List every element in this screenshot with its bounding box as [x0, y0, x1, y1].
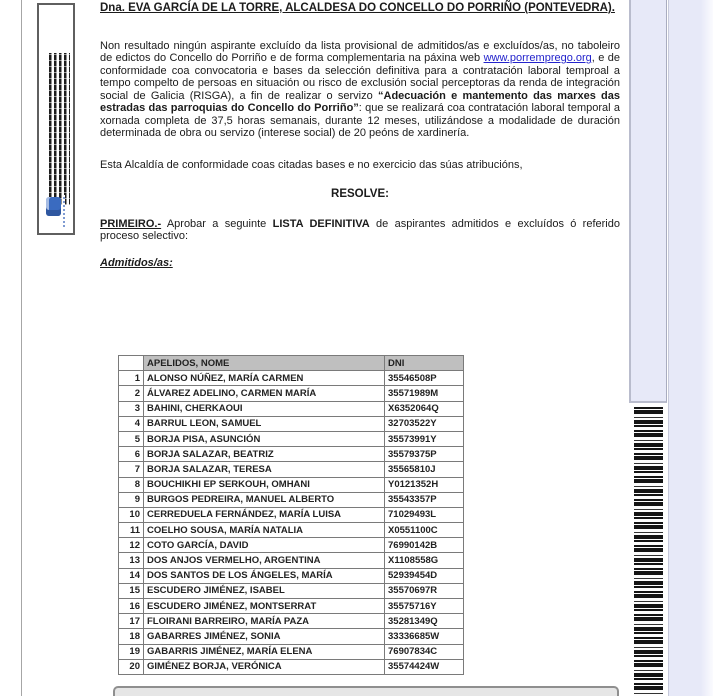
name-cell: DOS ANJOS VERMELHO, ARGENTINA	[144, 553, 385, 568]
table-row	[119, 583, 464, 598]
table-row	[119, 507, 464, 522]
name-cell: COELHO SOUSA, MARÍA NATALIA	[144, 523, 385, 538]
table-row	[119, 416, 464, 431]
name-cell: ESCUDERO JIMÉNEZ, ISABEL	[144, 583, 385, 598]
dni-cell: 35281349Q	[385, 614, 464, 629]
name-cell: BORJA PISA, ASUNCIÓN	[144, 431, 385, 446]
name-cell: COTO GARCÍA, DAVID	[144, 538, 385, 553]
text-run: : que se realizará coa contratación laboral temporal a xornada completa de 37,5 horas semanais, durante 12 meses, utilizándose a modalidade de duración determinada de obra ou servizo (interese social) de 20 peóns de xardinería.	[100, 102, 620, 139]
text-run: Aprobar a seguinte	[161, 217, 273, 230]
dni-cell: 52939454D	[385, 568, 464, 583]
dni-cell: 35565810J	[385, 462, 464, 477]
table-row	[119, 659, 464, 674]
row-number-cell: 14	[119, 568, 144, 583]
dni-cell: 35546508P	[385, 371, 464, 386]
row-number-cell: 15	[119, 583, 144, 598]
name-cell: BURGOS PEDREIRA, MANUEL ALBERTO	[144, 492, 385, 507]
table-header-row	[119, 356, 464, 371]
table-row	[119, 614, 464, 629]
paragraph-alcaldia: Esta Alcaldía de conformidade coas citadas bases e no exercicio das súas atribucións,	[100, 158, 523, 171]
dni-cell: X6352064Q	[385, 401, 464, 416]
dni-cell: 35579375P	[385, 447, 464, 462]
name-cell: BORJA SALAZAR, BEATRIZ	[144, 447, 385, 462]
row-number-cell: 18	[119, 629, 144, 644]
table-row	[119, 629, 464, 644]
row-number-cell: 13	[119, 553, 144, 568]
table-row	[119, 538, 464, 553]
table-row	[119, 492, 464, 507]
dni-cell: 71029493L	[385, 507, 464, 522]
paragraph-intro	[100, 40, 620, 140]
row-number-cell: 9	[119, 492, 144, 507]
name-cell: BAHINI, CHERKAOUI	[144, 401, 385, 416]
table-row	[119, 386, 464, 401]
resolve-heading: RESOLVE:	[331, 188, 389, 200]
next-table-partial-edge	[113, 686, 619, 696]
dni-cell: 35575716Y	[385, 599, 464, 614]
row-number-cell: 11	[119, 523, 144, 538]
verification-barcode	[634, 407, 663, 696]
name-cell: CERREDUELA FERNÁNDEZ, MARÍA LUISA	[144, 507, 385, 522]
row-number-cell: 3	[119, 401, 144, 416]
name-cell: GABARRES JIMÉNEZ, SONIA	[144, 629, 385, 644]
text-run: LISTA DEFINITIVA	[272, 217, 370, 230]
dni-cell: 33336685W	[385, 629, 464, 644]
table-row	[119, 431, 464, 446]
name-cell: DOS SANTOS DE LOS ÁNGELES, MARÍA	[144, 568, 385, 583]
row-number-cell: 20	[119, 659, 144, 674]
page-edge-strip	[629, 0, 667, 403]
name-cell: GIMÉNEZ BORJA, VERÓNICA	[144, 659, 385, 674]
dni-cell: 32703522Y	[385, 416, 464, 431]
row-number-cell: 5	[119, 431, 144, 446]
dni-cell: 35574424W	[385, 659, 464, 674]
row-number-cell: 2	[119, 386, 144, 401]
table-row	[119, 523, 464, 538]
dni-cell: 35573991Y	[385, 431, 464, 446]
dni-cell: 35571989M	[385, 386, 464, 401]
table-header-cell: APELIDOS, NOME	[144, 356, 385, 371]
row-number-cell: 1	[119, 371, 144, 386]
name-cell: ALONSO NÚÑEZ, MARÍA CARMEN	[144, 371, 385, 386]
right-scrollbar-track[interactable]	[668, 0, 713, 696]
row-number-cell: 6	[119, 447, 144, 462]
text-run: Non resultado ningún aspirante excluído da lista provisional de admitidos/as e excluídos/as, no taboleiro de edictos do Concello do Porriño e de forma complementaria na páxina web	[100, 39, 620, 64]
document-title: Dna. EVA GARCÍA DE LA TORRE, ALCALDESA DO CONCELLO DO PORRIÑO (PONTEVEDRA).	[100, 2, 615, 14]
row-number-cell: 16	[119, 599, 144, 614]
name-cell: BOUCHIKHI EP SERKOUH, OMHANI	[144, 477, 385, 492]
table-row	[119, 568, 464, 583]
stamp-logo-microtext	[63, 195, 65, 227]
page-fold-line	[21, 0, 22, 696]
row-number-cell: 8	[119, 477, 144, 492]
table-row	[119, 644, 464, 659]
row-number-cell: 7	[119, 462, 144, 477]
table-row	[119, 447, 464, 462]
dni-cell: 76990142B	[385, 538, 464, 553]
row-number-cell: 10	[119, 507, 144, 522]
dni-cell: X1108558G	[385, 553, 464, 568]
dni-cell: 35543357P	[385, 492, 464, 507]
text-run: “Adecuación e mantemento das marxes das estradas das parroquias do Concello do Porriño”	[100, 89, 620, 114]
admitted-table	[118, 355, 464, 675]
dni-cell: X0551100C	[385, 523, 464, 538]
table-header-cell	[119, 356, 144, 371]
admitted-heading: Admitidos/as:	[100, 256, 173, 269]
stamp-microtext-illegible	[49, 53, 70, 205]
table-row	[119, 401, 464, 416]
name-cell: BORJA SALAZAR, TERESA	[144, 462, 385, 477]
dni-cell: 76907834C	[385, 644, 464, 659]
table-row	[119, 477, 464, 492]
name-cell: ÁLVAREZ ADELINO, CARMEN MARÍA	[144, 386, 385, 401]
row-number-cell: 19	[119, 644, 144, 659]
name-cell: FLOIRANI BARREIRO, MARÍA PAZA	[144, 614, 385, 629]
concello-logo-icon	[46, 197, 61, 216]
table-header-cell: DNI	[385, 356, 464, 371]
table-row	[119, 371, 464, 386]
dni-cell: Y0121352H	[385, 477, 464, 492]
name-cell: BARRUL LEON, SAMUEL	[144, 416, 385, 431]
name-cell: GABARRIS JIMÉNEZ, MARÍA ELENA	[144, 644, 385, 659]
signature-stamp-box	[37, 3, 75, 235]
table-row	[119, 553, 464, 568]
table-row	[119, 462, 464, 477]
text-run: , e de conformidade coa convocatoria e bases da selección definitiva para a contratación laboral temproal a tempo compelto de persoas en situación ou risco de exclusión social perceptoras da renda de integración social de Galicia (RISGA), a fin de realizar o servizo	[100, 52, 620, 102]
text-run: de aspirantes admitidos e excluídos ó referido proceso selectivo:	[100, 217, 620, 242]
document-body	[100, 0, 620, 352]
dni-cell: 35570697R	[385, 583, 464, 598]
table-row	[119, 599, 464, 614]
row-number-cell: 12	[119, 538, 144, 553]
link-porremprego[interactable]: www.porremprego.org	[483, 52, 592, 64]
row-number-cell: 17	[119, 614, 144, 629]
row-number-cell: 4	[119, 416, 144, 431]
text-run: PRIMEIRO.-	[100, 217, 162, 230]
paragraph-primeiro	[100, 218, 620, 243]
name-cell: ESCUDERO JIMÉNEZ, MONTSERRAT	[144, 599, 385, 614]
